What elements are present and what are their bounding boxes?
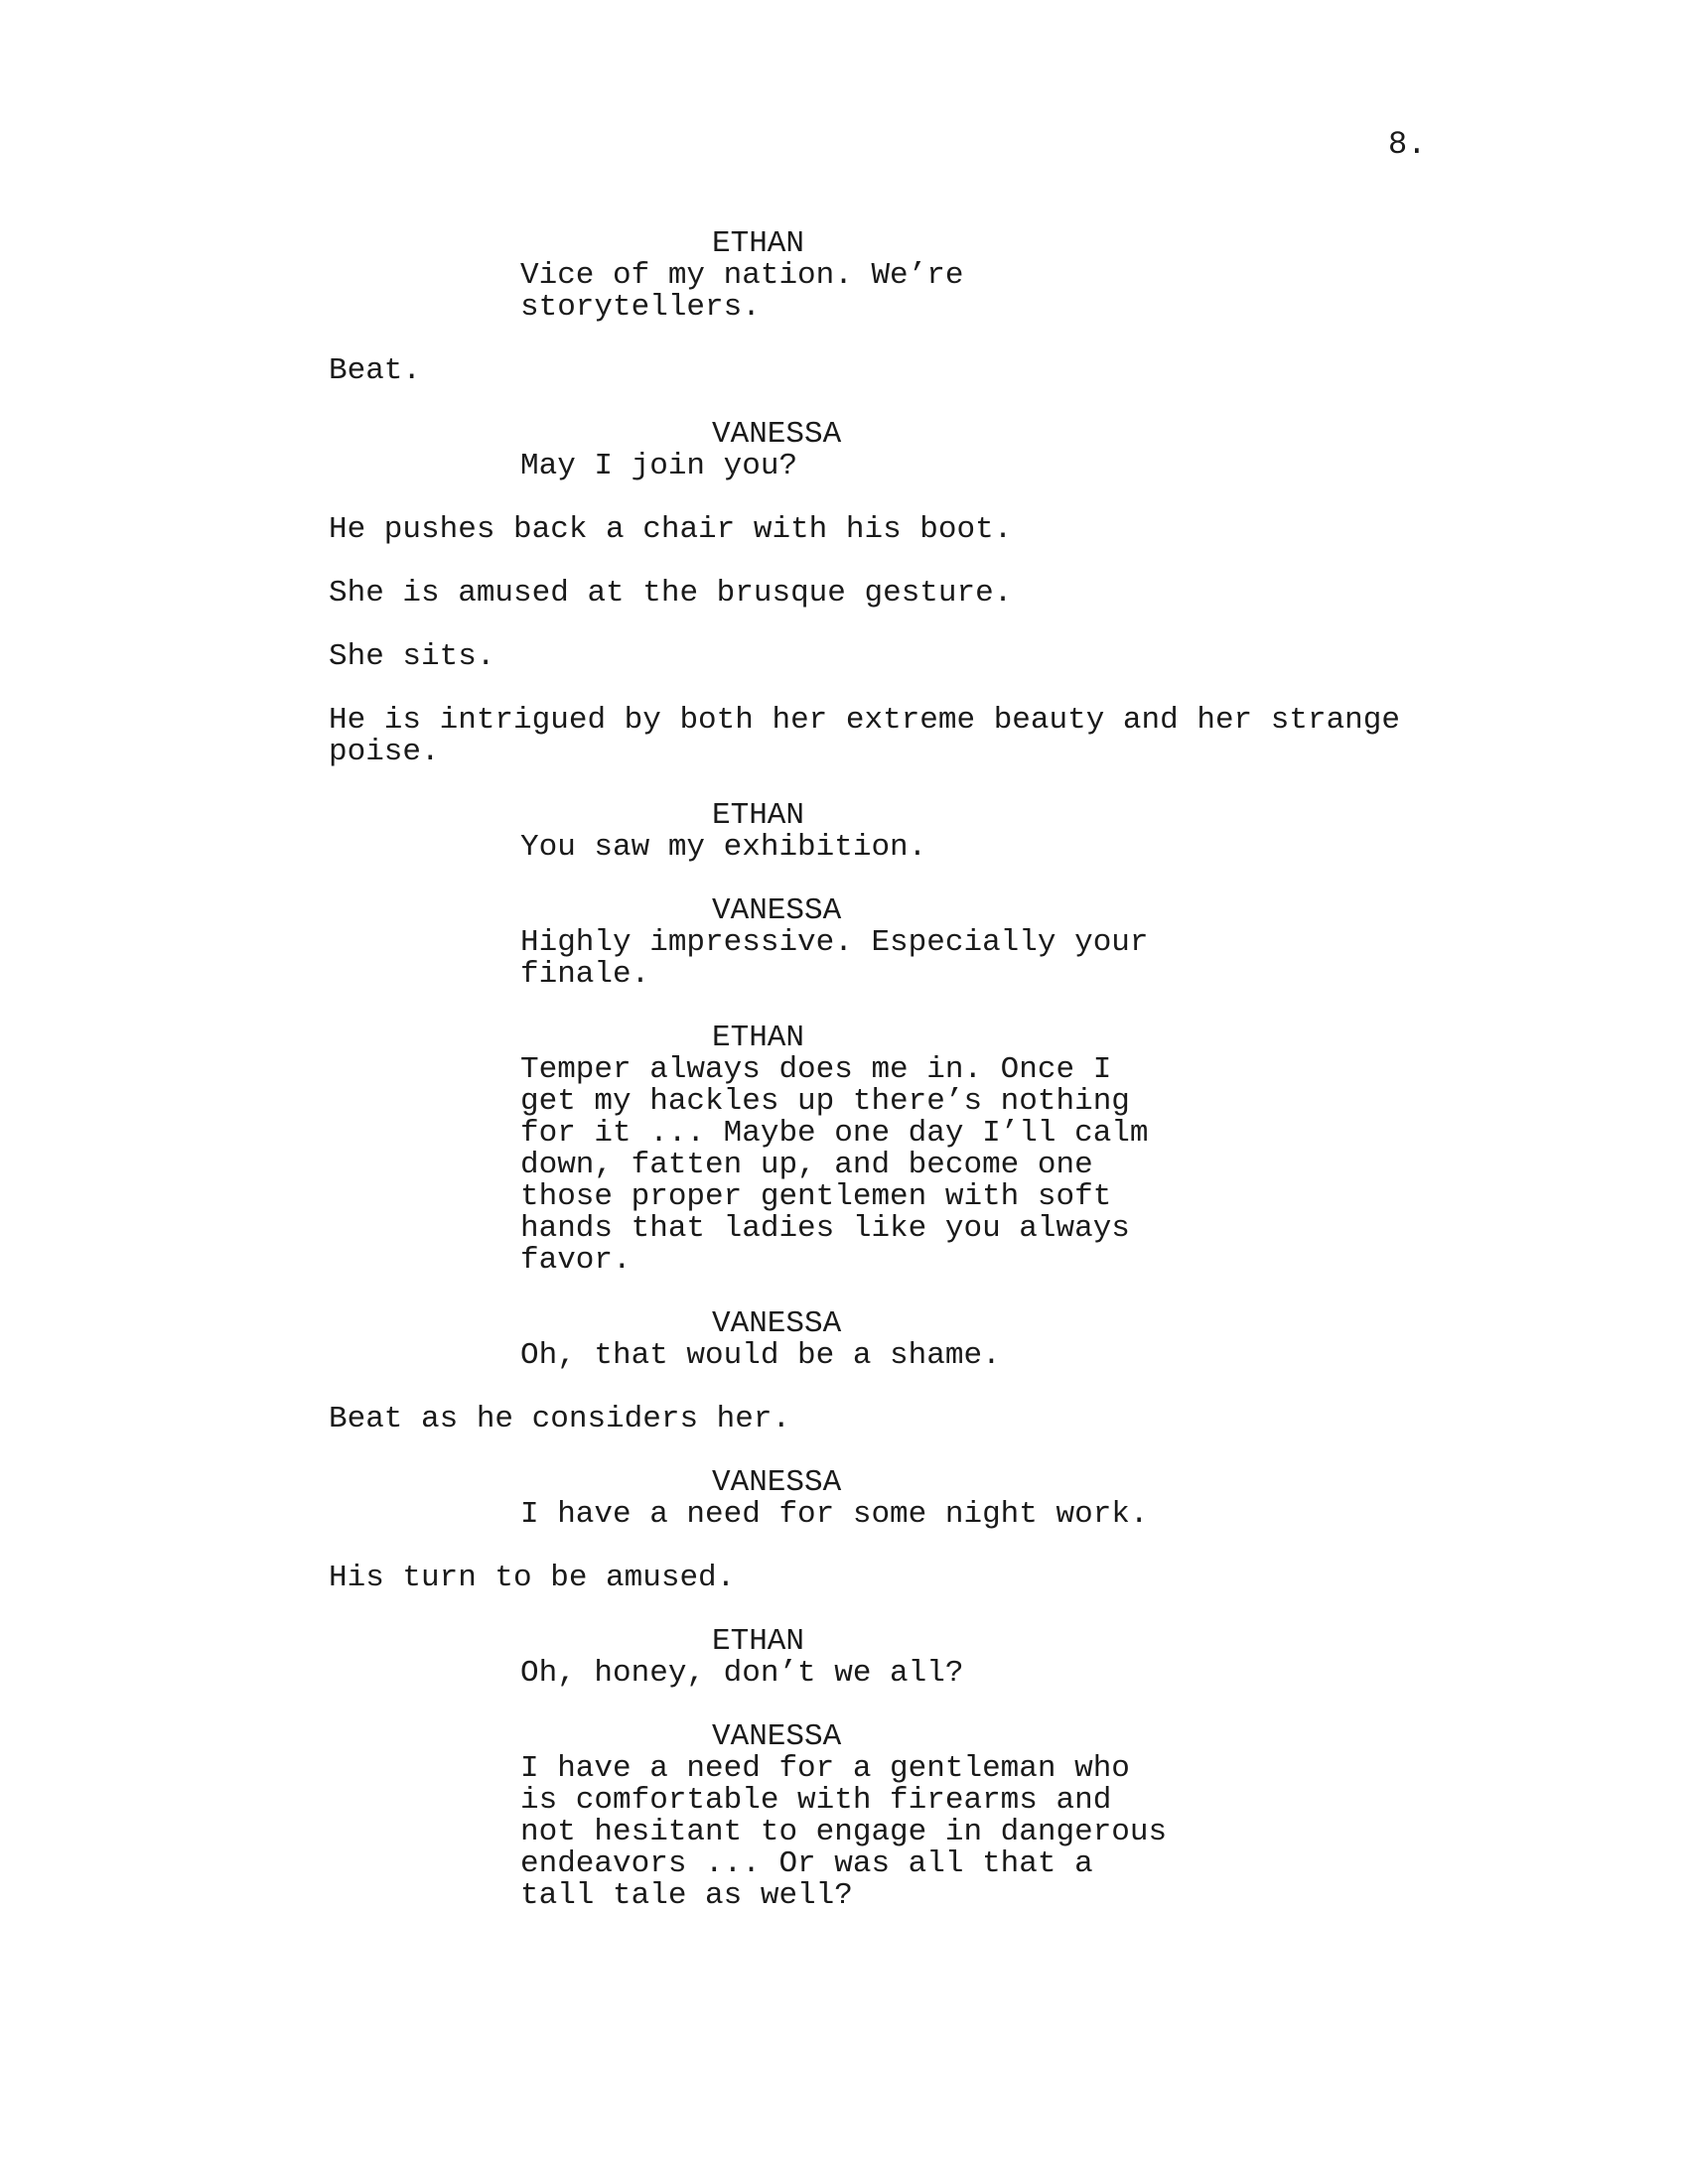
character-name: ETHAN [712, 1021, 805, 1055]
screenplay-body [0, 228, 1688, 1944]
character-name: VANESSA [712, 1306, 842, 1341]
dialogue-block [0, 1626, 1688, 1690]
character-name: VANESSA [712, 893, 842, 928]
character-name: VANESSA [712, 1719, 842, 1754]
action-line: His turn to be amused. [329, 1561, 736, 1595]
action-line: He is intrigued by both her extreme beauty and her strange poise. [329, 703, 1400, 769]
dialogue-block [0, 1721, 1688, 1912]
dialogue-text: I have a need for a gentleman who is comfortable with firearms and not hesitant to engage in dangerous endeavors ... Or was all that a tall tale as well? [520, 1751, 1168, 1913]
character-name: ETHAN [712, 1624, 805, 1659]
dialogue-text: You saw my exhibition. [520, 830, 927, 865]
dialogue-block [0, 800, 1688, 864]
action-line: Beat as he considers her. [329, 1402, 791, 1436]
action-line: She is amused at the brusque gesture. [329, 576, 1013, 611]
dialogue-block [0, 228, 1688, 324]
action-line: Beat. [329, 353, 422, 388]
dialogue-block [0, 1467, 1688, 1531]
dialogue-block [0, 895, 1688, 991]
dialogue-text: Highly impressive. Especially your finale. [520, 925, 1149, 992]
action-line: She sits. [329, 639, 495, 674]
dialogue-block [0, 419, 1688, 482]
page-number: 8. [1388, 126, 1427, 163]
character-name: ETHAN [712, 226, 805, 261]
dialogue-text: Temper always does me in. Once I get my hackles up there’s nothing for it ... Maybe one day I’ll calm down, fatten up, and become one those proper gentlemen with soft hands that ladies like you always favor. [520, 1052, 1149, 1278]
dialogue-text: I have a need for some night work. [520, 1497, 1149, 1532]
dialogue-text: Oh, honey, don’t we all? [520, 1656, 964, 1691]
dialogue-block [0, 1308, 1688, 1372]
dialogue-text: May I join you? [520, 449, 798, 483]
character-name: VANESSA [712, 417, 842, 452]
character-name: ETHAN [712, 798, 805, 833]
dialogue-text: Oh, that would be a shame. [520, 1338, 1001, 1373]
dialogue-block [0, 1023, 1688, 1277]
action-line: He pushes back a chair with his boot. [329, 512, 1013, 547]
dialogue-text: Vice of my nation. We’re storytellers. [520, 258, 964, 325]
character-name: VANESSA [712, 1465, 842, 1500]
